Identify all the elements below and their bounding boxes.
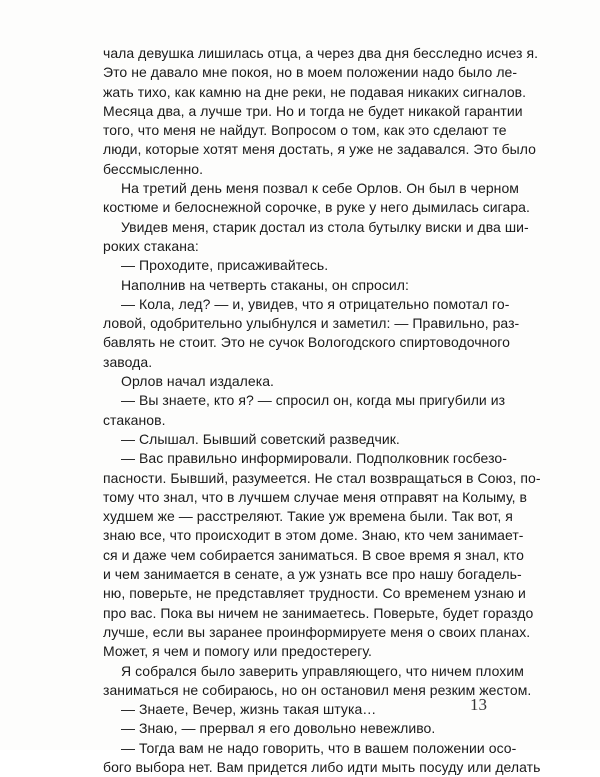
body-text bbox=[103, 44, 541, 777]
text-line: про вас. Пока вы ничем не занимаетесь. Поверьте, будет гораздо bbox=[103, 604, 534, 621]
text-line: — Слышал. Бывший советский разведчик. bbox=[121, 430, 400, 447]
text-line: люди, которые хотят меня достать, я уже не задавался. Это было bbox=[103, 141, 536, 158]
text-line: — Знаете, Вечер, жизнь такая штука… bbox=[121, 701, 377, 718]
text-line: Месяца два, а лучше три. Но и тогда не будет никакой гарантии bbox=[103, 102, 523, 119]
text-line: лучше, если вы заранее проинформируете меня о своих планах. bbox=[103, 623, 531, 640]
text-line: знаю все, что происходит в этом доме. Знаю, кто чем занимает- bbox=[103, 527, 524, 544]
text-line: роких стакана: bbox=[103, 237, 199, 254]
text-line: ся и даже чем собирается заниматься. В свое время я знал, кто bbox=[103, 546, 524, 563]
text-line: Увидев меня, старик достал из стола бутылку виски и два ши- bbox=[121, 218, 529, 235]
text-line: — Тогда вам не надо говорить, что в вашем положении осо- bbox=[121, 739, 517, 756]
text-line: — Вы знаете, кто я? — спросил он, когда мы пригубили из bbox=[121, 392, 506, 409]
text-line: На третий день меня позвал к себе Орлов. Он был в черном bbox=[121, 180, 519, 197]
text-line: заниматься не собираюсь, но он остановил меня резким жестом. bbox=[103, 681, 532, 698]
text-line: Может, я чем и помогу или предостерегу. bbox=[103, 643, 372, 660]
text-line: — Знаю, — прервал я его довольно невежливо. bbox=[121, 720, 436, 737]
text-line: — Проходите, присаживайтесь. bbox=[121, 257, 329, 274]
page-number: 13 bbox=[470, 695, 487, 714]
text-line: Это не давало мне покоя, но в моем положении надо было ле- bbox=[103, 64, 518, 81]
text-line: стаканов. bbox=[103, 411, 166, 428]
text-line: жать тихо, как камню на дне реки, не подавая никаких сигналов. bbox=[103, 83, 527, 100]
text-line: бавлять не стоит. Это не сучок Вологодского спиртоводочного bbox=[103, 334, 510, 351]
text-line: Наполнив на четверть стаканы, он спросил: bbox=[121, 276, 409, 293]
text-line: — Кола, лед? — и, увидев, что я отрицательно помотал го- bbox=[121, 295, 510, 312]
text-line: — Вас правильно информировали. Подполковник госбезо- bbox=[121, 450, 507, 467]
text-line: Орлов начал издалека. bbox=[121, 373, 274, 390]
text-line: завода. bbox=[103, 353, 153, 370]
text-line: ловой, одобрительно улыбнулся и заметил: — Правильно, раз- bbox=[103, 315, 520, 332]
text-line: Я собрался было заверить управляющего, что ничем плохим bbox=[121, 662, 524, 679]
text-line: пасности. Бывший, разумеется. Не стал возвращаться в Союз, по- bbox=[103, 469, 541, 486]
text-line: костюме и белоснежной сорочке, в руке у него дымилась сигара. bbox=[103, 199, 530, 216]
text-line: худшем же — расстреляют. Такие уж времена были. Так вот, я bbox=[103, 508, 513, 525]
text-line: и чем занимается в сенате, а уж узнать все про нашу богадель- bbox=[103, 566, 522, 583]
text-line: ню, поверьте, не представляет трудности. Со временем узнаю и bbox=[103, 585, 526, 602]
text-line: чала девушка лишилась отца, а через два дня бесследно исчез я. bbox=[103, 45, 539, 61]
text-line: бессмысленно. bbox=[103, 160, 204, 177]
text-line: бого выбора нет. Вам придется либо идти мыть посуду или делать bbox=[103, 758, 541, 775]
text-line: того, что меня не найдут. Вопросом о том, как это сделают те bbox=[103, 122, 507, 139]
text-line: тому что знал, что в лучшем случае меня отправят на Колыму, в bbox=[103, 488, 528, 505]
